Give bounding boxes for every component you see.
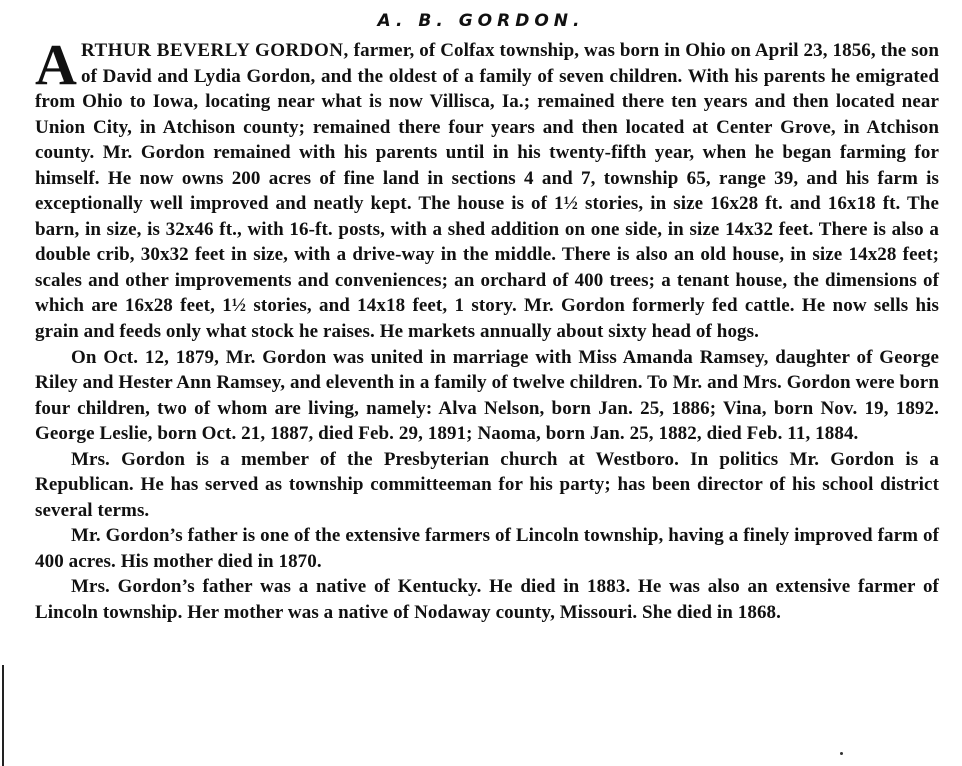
biography-body	[35, 32, 939, 626]
drop-cap-letter: A	[35, 32, 77, 97]
paragraph-3: Mrs. Gordon is a member of the Presbyterian church at Westboro. In politics Mr. Gordon is a Republican. He has served as township committeeman for his party; has been director of his school district several terms.	[35, 448, 939, 521]
scan-speck	[840, 752, 843, 755]
subject-full-name: RTHUR BEVERLY GORDON,	[81, 40, 349, 61]
paragraph-2: On Oct. 12, 1879, Mr. Gordon was united in marriage with Miss Amanda Ramsey, daughter of George Riley and Hester Ann Ramsey, and eleventh in a family of twelve children. To Mr. and Mrs. Gordon were born four children, two of whom are living, namely: Alva Nelson, born Jan. 25, 1886; Vina, born Nov. 19, 1892. George Leslie, born Oct. 21, 1887, died Feb. 29, 1891; Naoma, born Jan. 25, 1882, died Feb. 11, 1884.	[35, 346, 939, 445]
paragraph-1-text: farmer, of Colfax township, was born in Ohio on April 23, 1856, the son of David and Lydia Gordon, and the oldest of a family of seven children. With his parents he emigrated from Ohio to Iowa, locating near what is now Villisca, Ia.; remained there ten years and then located near Union City, in Atchison county; remained there four years and then located at Center Grove, in Atchison county. Mr. Gordon remained with his parents until in his twenty-fifth year, when he began farming for himself. He now owns 200 acres of fine land in sections 4 and 7, township 65, range 39, and his farm is exceptionally well improved and neatly kept. The house is of 1½ stories, in size 16x28 ft. and 16x18 ft. The barn, in size, is 32x46 ft., with 16-ft. posts, with a shed addition on one side, in size 14x32 feet. There is also a double crib, 30x32 feet in size, with a drive-way in the middle. There is also an old house, in size 14x28 feet; scales and other improvements and conveniences; an orchard of 400 trees; a tenant house, the dimensions of which are 16x28 feet, 1½ stories, and 14x18 feet, 1 story. Mr. Gordon formerly fed cattle. He now sells his grain and feeds only what stock he raises. He markets annually about sixty head of hogs.	[35, 40, 939, 343]
biography-title: A. B. GORDON.	[377, 11, 585, 31]
scan-margin-line	[2, 665, 4, 766]
paragraph-1	[35, 32, 939, 345]
paragraph-5: Mrs. Gordon’s father was a native of Kentucky. He died in 1883. He was also an extensive farmer of Lincoln township. Her mother was a native of Nodaway county, Missouri. She died in 1868.	[35, 576, 939, 624]
paragraph-4: Mr. Gordon’s father is one of the extensive farmers of Lincoln township, having a finely improved farm of 400 acres. His mother died in 1870.	[35, 525, 939, 572]
